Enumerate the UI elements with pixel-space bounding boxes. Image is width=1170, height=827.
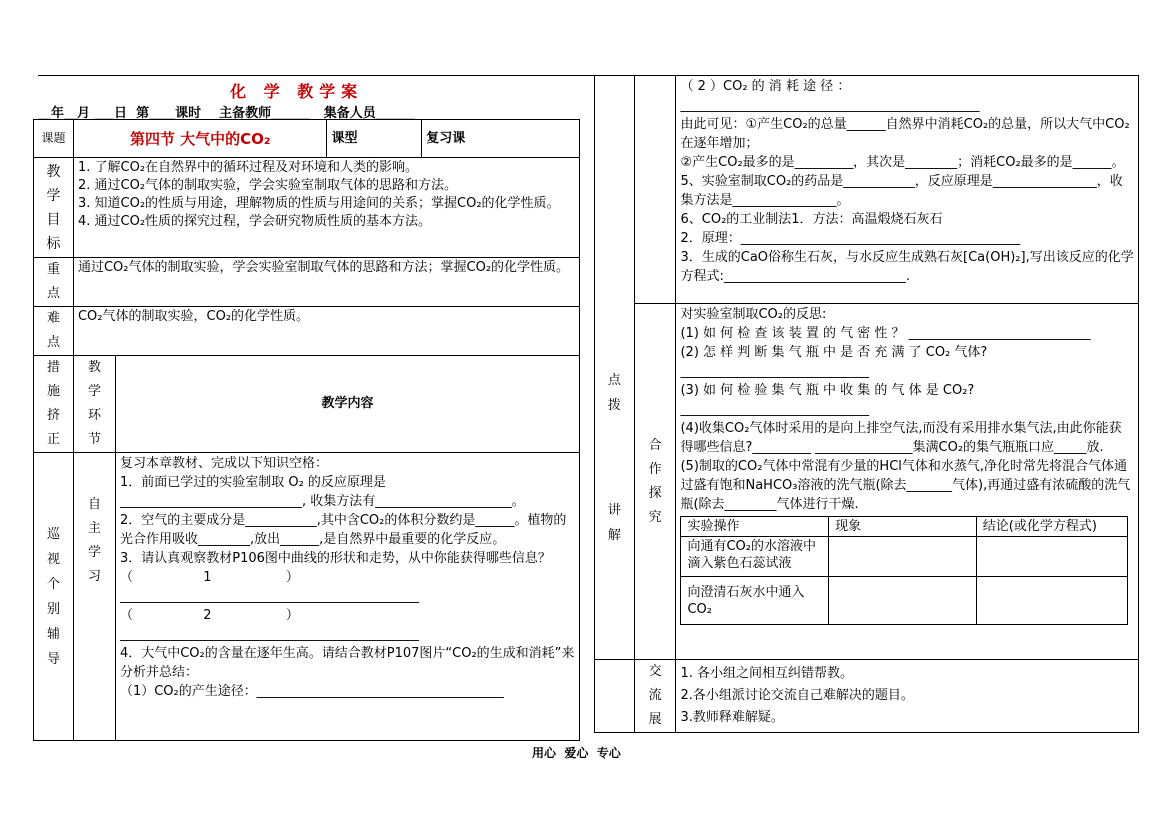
diff-text: CO₂气体的制取实验，CO₂的化学性质。 xyxy=(73,307,579,356)
text-line: ______________________________________________ xyxy=(680,98,980,113)
guide-empty xyxy=(634,76,676,304)
text-line: 5、实验室制取CO₂的药品是___________，反应原理是________________，收集方法是________________。 xyxy=(680,174,1123,208)
text-line: 2．空气的主要成分是___________,其中含CO₂的体积分数约是______。植物的光合作用吸收________,放出______,是自然界中最重要的化学反应。 xyxy=(119,513,567,547)
footer: 用心 爱心 专心 xyxy=(532,746,621,760)
text-line: （1）CO₂的产生途径：______________________________________ xyxy=(119,684,504,699)
goals xyxy=(73,158,579,258)
blank-line: ______________________________________________ xyxy=(119,589,419,604)
text-line: 2.各小组派讨论交流自己难解决的题目。 xyxy=(680,688,914,703)
self-study-label: 自主学习 xyxy=(73,453,115,741)
type-label: 课型 xyxy=(327,120,422,158)
text-line: (2) 怎 样 判 断 集 气 瓶 中 是 否 充 满 了 CO₂ 气体?_____________________________ xyxy=(680,345,988,379)
goal-item: 3. 知道CO₂的性质与用途，理解物质的性质与用途间的关系；掌握CO₂的化学性质。 xyxy=(77,196,560,211)
left-table xyxy=(33,119,580,741)
link-label: 教学环节 xyxy=(73,356,115,453)
text-line: 6、CO₂的工业制法1．方法：高温煅烧石灰石 xyxy=(680,212,943,227)
text-line: (3) 如 何 检 验 集 气 瓶 中 收 集 的 气 体 是 CO₂?_____________________________ xyxy=(680,383,975,417)
text-line: 3．生成的CaO俗称生石灰，与水反应生成熟石灰[Ca(OH)₂],写出该反应的化学方程式:____________________________. xyxy=(680,250,1134,284)
text-line: 3.教师释难解疑。 xyxy=(680,710,784,725)
guide-explain-label xyxy=(595,76,635,660)
text-line: 2．原理：___________________________________________ xyxy=(680,231,1021,246)
text-line: 由此可见：①产生CO₂的总量______自然界中消耗CO₂的总量，所以大气中CO₂在逐年增加； xyxy=(680,117,1130,151)
diff-label: 难点 xyxy=(34,307,74,356)
guide-label: 点拨 xyxy=(607,372,621,413)
right-table xyxy=(594,75,1139,733)
text-line: 对实验室制取CO₂的反思: xyxy=(680,307,827,322)
key-text: 通过CO₂气体的制取实验，学会实验室制取气体的思路和方法；掌握CO₂的化学性质。 xyxy=(73,258,579,307)
explain-label: 讲解 xyxy=(607,502,621,543)
text-line: 1．前面已学过的实验室制取 O₂ 的反应原理是 ____________________________, 收集方法有_____________________。 xyxy=(119,475,525,509)
exchange-content xyxy=(676,660,1139,733)
table-cell: 向澄清石灰水中通入CO₂ xyxy=(681,577,829,625)
key-label: 重点 xyxy=(34,258,74,307)
coop-content xyxy=(676,304,1139,660)
goal-item: 2. 通过CO₂气体的制取实验，学会实验室制取气体的思路和方法。 xyxy=(77,178,458,193)
coop-label: 合作探究 xyxy=(634,304,676,660)
exchange-empty xyxy=(595,660,635,733)
topic: 第四节 大气中的CO₂ xyxy=(73,120,326,158)
content-label: 教学内容 xyxy=(115,356,579,453)
text-line: （ 2 ）CO₂ 的 消 耗 途 径 ： xyxy=(680,79,851,94)
type-value: 复习课 xyxy=(422,120,580,158)
patrol-label: 巡视 个别辅导 xyxy=(34,453,74,741)
meta-line: __年__月 ___日 第____课时 主备教师______ 集备人员______ xyxy=(38,106,415,121)
text-line: （ 2 ） xyxy=(119,608,299,623)
experiment-table xyxy=(680,516,1128,625)
text-line: (1) 如 何 检 查 该 装 置 的 气 密 性 ？ ____________________________ xyxy=(680,326,1091,341)
goals-label: 教学目标 xyxy=(34,158,74,258)
measures-label: 措施挤正 xyxy=(34,356,74,453)
table-header: 现象 xyxy=(829,517,977,537)
table-header: 实验操作 xyxy=(681,517,829,537)
guide-content xyxy=(676,76,1139,304)
table-cell xyxy=(976,537,1128,577)
text-line: (4)收集CO₂气体时采用的是向上排空气法,而没有采用排水集气法,由此你能获得哪些信息?_________ _______________集满CO₂的集气瓶瓶口应_____放. xyxy=(680,421,1122,455)
blank-line: ______________________________________________ xyxy=(119,627,419,642)
topic-label: 课题 xyxy=(34,120,74,158)
table-header: 结论(或化学方程式) xyxy=(976,517,1128,537)
table-cell xyxy=(829,577,977,625)
goal-item: 4. 通过CO₂性质的探究过程，学会研究物质性质的基本方法。 xyxy=(77,214,432,229)
table-cell xyxy=(976,577,1128,625)
text-line: 复习本章教材、完成以下知识空格： xyxy=(119,456,328,471)
exchange-label: 交流展 xyxy=(634,660,676,733)
text-line: 3．请认真观察教材P106图中曲线的形状和走势，从中你能获得哪些信息？ xyxy=(119,551,551,566)
text-line: （ 1 ） xyxy=(119,570,299,585)
page-title: 化 学 教学案 xyxy=(230,82,364,101)
table-cell xyxy=(829,537,977,577)
text-line: ②产生CO₂最多的是_________，其次是________；消耗CO₂最多的是______。 xyxy=(680,155,1125,170)
text-line: 1. 各小组之间相互纠错帮教。 xyxy=(680,666,854,681)
table-cell: 向通有CO₂的水溶液中滴入紫色石蕊试液 xyxy=(681,537,829,577)
text-line: (5)制取的CO₂气体中常混有少量的HCl气体和水蒸气,净化时常先将混合气体通过盛有饱和NaHCO₃溶液的洗气瓶(除去_______气体),再通过盛有浓硫酸的洗气瓶(除去________气体进行干燥. xyxy=(680,459,1131,512)
self-study-content xyxy=(115,453,579,741)
text-line: 4．大气中CO₂的含量在逐年生高。请结合教材P107图片“CO₂的生成和消耗”来分析并总结： xyxy=(119,646,575,680)
goal-item: 1. 了解CO₂在自然界中的循环过程及对环境和人类的影响。 xyxy=(77,160,419,175)
